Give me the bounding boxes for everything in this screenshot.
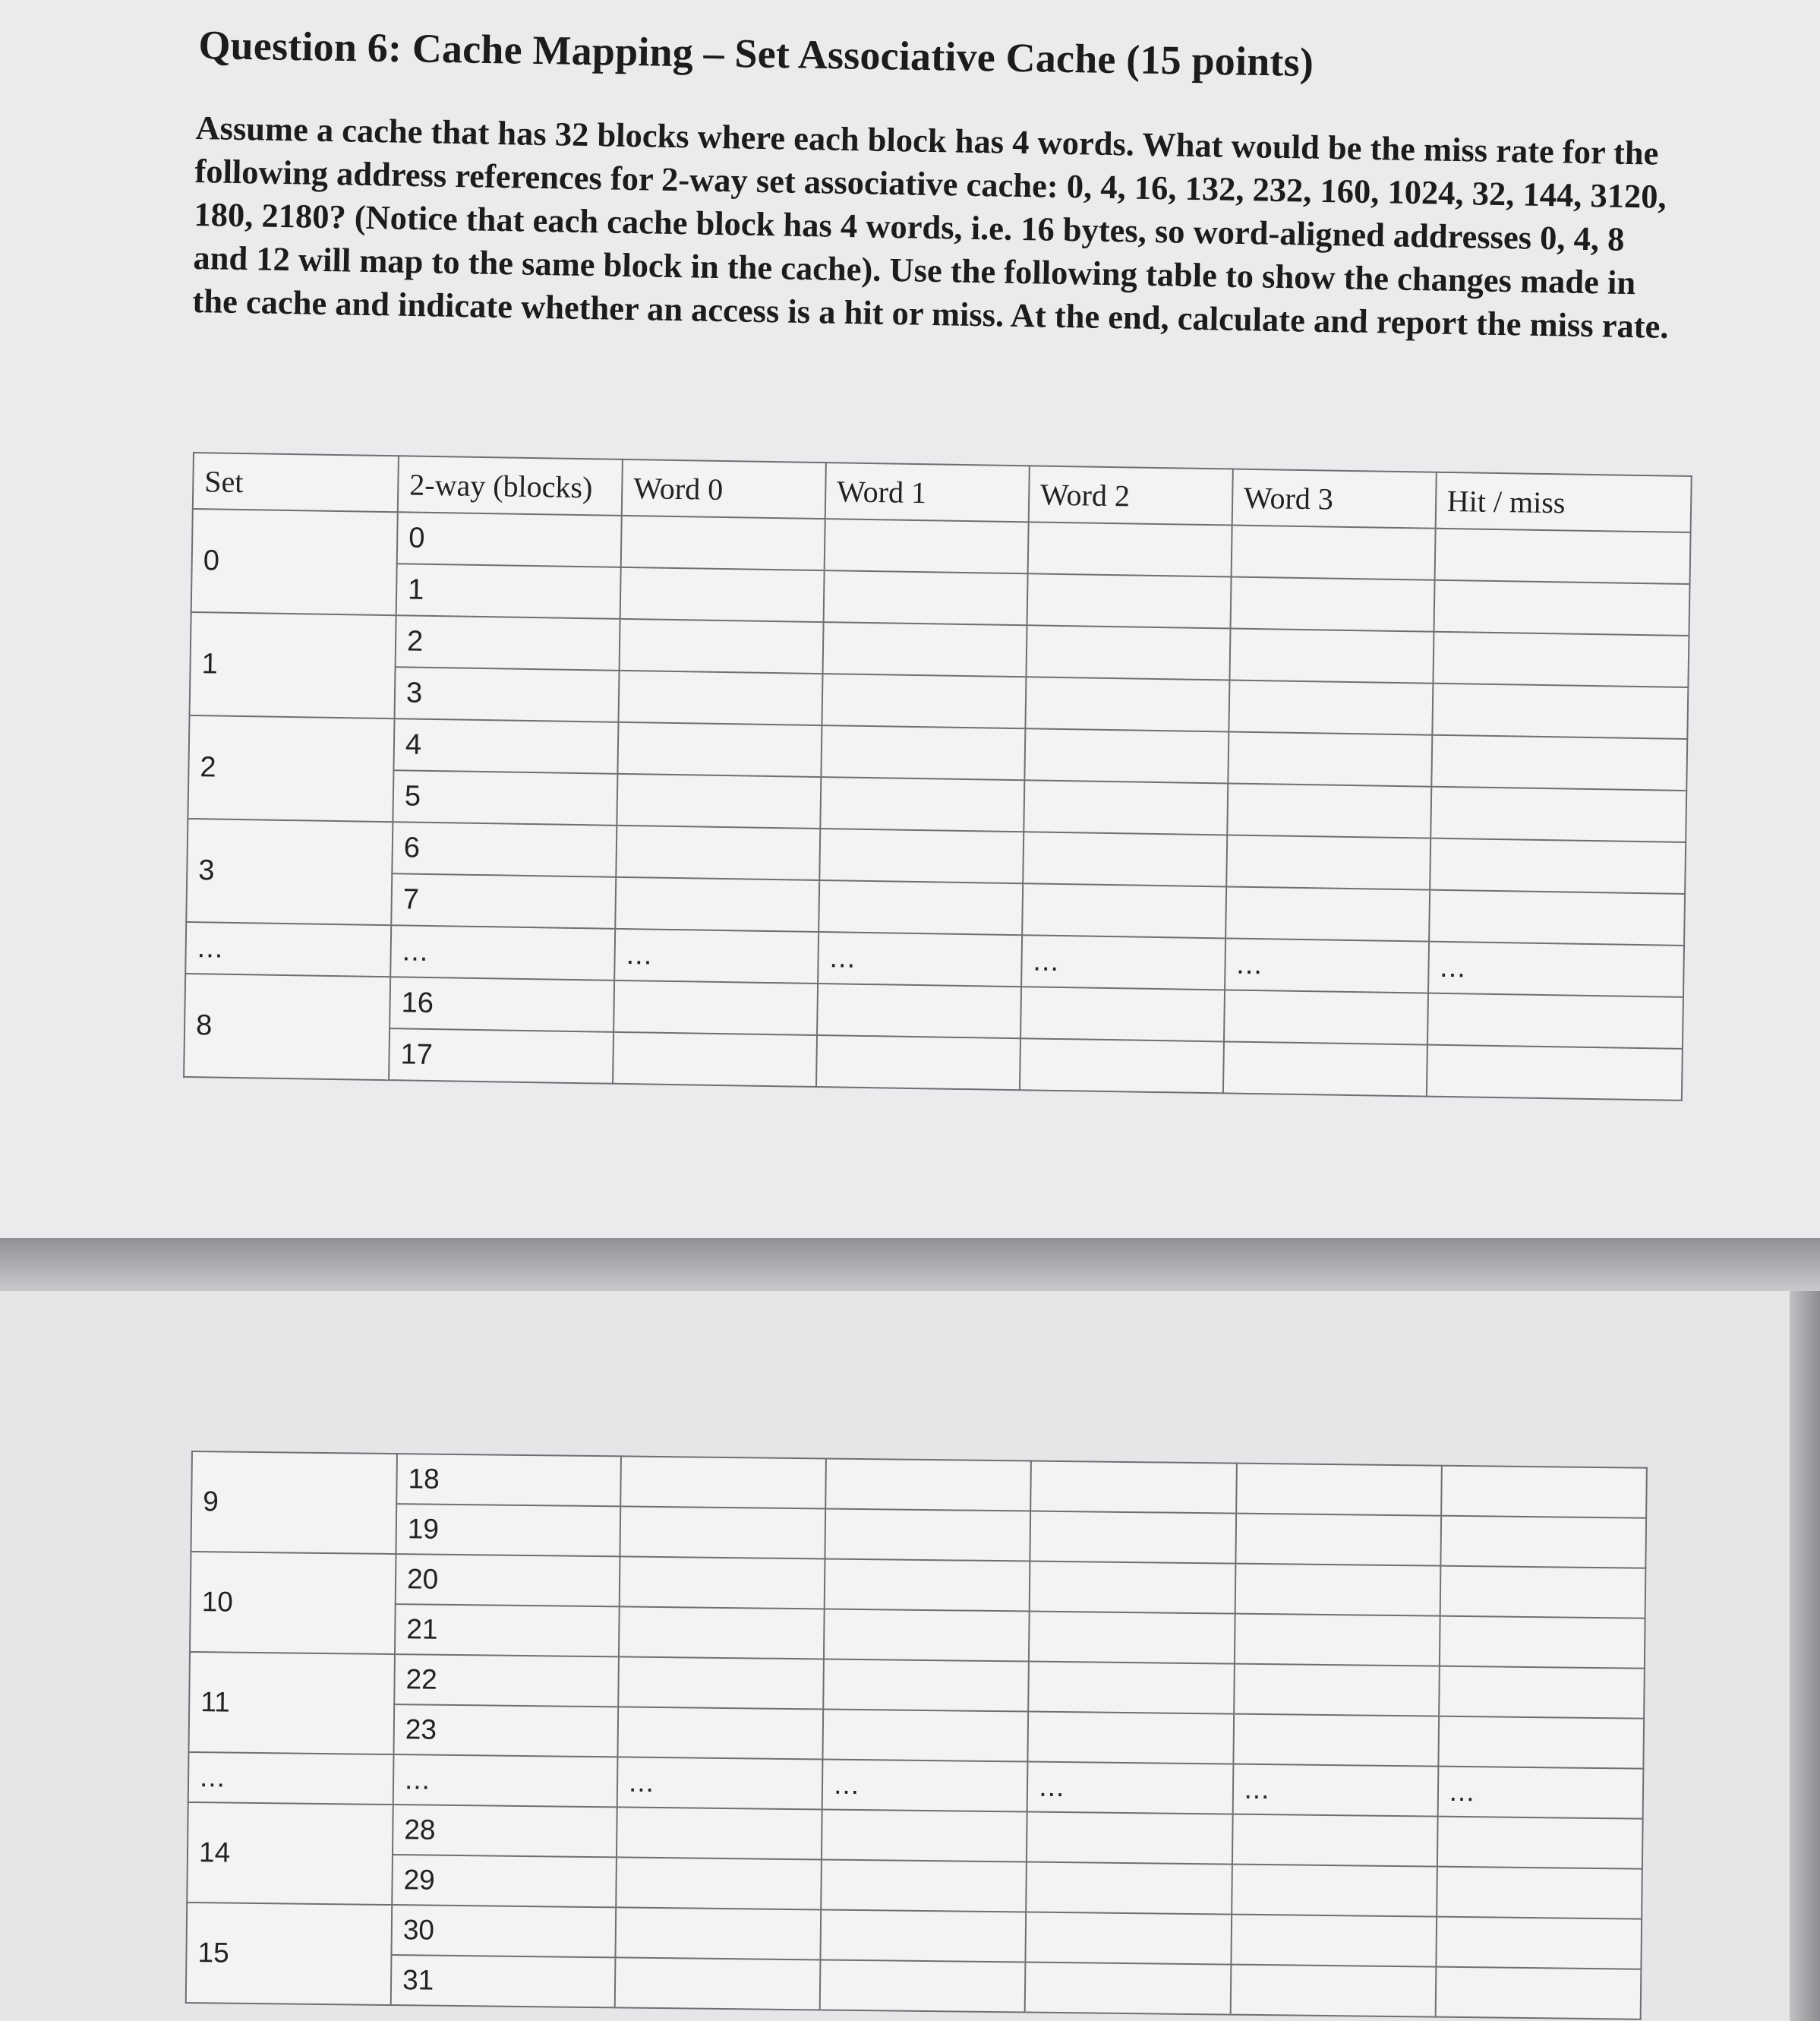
block-label: 18 — [396, 1454, 621, 1506]
word1-cell[interactable] — [825, 1458, 1031, 1511]
word0-cell[interactable] — [617, 774, 821, 829]
word0-cell[interactable] — [619, 1606, 825, 1659]
header-hit-miss: Hit / miss — [1435, 472, 1691, 532]
hit-miss-cell[interactable] — [1438, 1716, 1644, 1769]
word3-cell[interactable] — [1228, 731, 1432, 786]
hit-miss-cell[interactable] — [1429, 890, 1685, 946]
word3-cell[interactable] — [1230, 576, 1434, 631]
set-label: 0 — [191, 509, 398, 615]
word3-cell[interactable] — [1232, 1814, 1437, 1867]
ellipsis-word0: ... — [614, 929, 819, 984]
word1-cell[interactable] — [821, 1909, 1027, 1962]
block-label: 6 — [392, 822, 617, 877]
ellipsis-word1: ... — [818, 932, 1022, 987]
word3-cell[interactable] — [1226, 835, 1430, 889]
ellipsis-set: ... — [188, 1752, 394, 1805]
word1-cell[interactable] — [821, 725, 1025, 780]
word3-cell[interactable] — [1235, 1514, 1441, 1566]
ellipsis-blocks: ... — [393, 1754, 618, 1807]
word0-cell[interactable] — [613, 1032, 817, 1087]
word0-cell[interactable] — [620, 567, 825, 622]
word2-cell[interactable] — [1026, 625, 1230, 680]
set-label: 2 — [188, 715, 394, 822]
word1-cell[interactable] — [816, 1035, 1020, 1090]
word3-cell[interactable] — [1234, 1614, 1440, 1666]
set-label: 3 — [186, 819, 393, 925]
word3-cell[interactable] — [1234, 1664, 1440, 1716]
ellipsis-set: ... — [185, 922, 391, 977]
hit-miss-cell[interactable] — [1431, 735, 1687, 791]
word0-cell[interactable] — [615, 1957, 821, 2010]
word1-cell[interactable] — [824, 570, 1028, 625]
block-label: 16 — [390, 977, 614, 1032]
hit-miss-cell[interactable] — [1430, 787, 1686, 842]
word2-cell[interactable] — [1020, 1038, 1224, 1093]
word2-cell[interactable] — [1029, 1662, 1235, 1714]
word3-cell[interactable] — [1232, 1865, 1437, 1917]
hit-miss-cell[interactable] — [1439, 1666, 1645, 1719]
block-label: 23 — [393, 1704, 618, 1757]
hit-miss-cell[interactable] — [1440, 1566, 1645, 1618]
hit-miss-cell[interactable] — [1434, 580, 1689, 636]
word1-cell[interactable] — [822, 1809, 1027, 1862]
header-word3: Word 3 — [1232, 469, 1436, 529]
word1-cell[interactable] — [823, 1659, 1029, 1711]
word3-cell[interactable] — [1229, 628, 1434, 683]
word1-cell[interactable] — [822, 674, 1026, 728]
hit-miss-cell[interactable] — [1437, 1817, 1643, 1869]
hit-miss-cell[interactable] — [1427, 1045, 1683, 1100]
word0-cell[interactable] — [616, 826, 820, 880]
ellipsis-hit-miss: ... — [1428, 942, 1684, 997]
set-label: 9 — [191, 1451, 396, 1554]
word1-cell[interactable] — [825, 1558, 1030, 1611]
word1-cell[interactable] — [821, 1859, 1027, 1912]
header-word2: Word 2 — [1029, 466, 1233, 525]
page-gap-shadow — [0, 1238, 1820, 1291]
hit-miss-cell[interactable] — [1440, 1516, 1646, 1568]
hit-miss-cell[interactable] — [1437, 1867, 1642, 1919]
word0-cell[interactable] — [620, 1556, 825, 1609]
word2-cell[interactable] — [1023, 832, 1227, 886]
hit-miss-cell[interactable] — [1434, 529, 1690, 584]
ellipsis-word2: ... — [1027, 1762, 1233, 1814]
word2-cell[interactable] — [1020, 987, 1225, 1041]
word2-cell[interactable] — [1025, 1963, 1231, 2015]
word1-cell[interactable] — [820, 777, 1024, 832]
word3-cell[interactable] — [1229, 680, 1433, 734]
hit-miss-cell[interactable] — [1430, 838, 1686, 894]
hit-miss-cell[interactable] — [1440, 1616, 1645, 1669]
cache-table-sets-0-8 — [183, 452, 1692, 1101]
word1-cell[interactable] — [823, 1709, 1029, 1761]
word2-cell[interactable] — [1022, 883, 1226, 938]
question-prompt: Assume a cache that has 32 blocks where each block has 4 words. What would be the miss rate for the following address references for 2-way set associative cache: 0, 4, 16, 132, 232, 160, 1024, 32, 144, 3120, 180, 2180? (Notice that each cache block has 4 words, i.e. 16 bytes, so word-aligned addresses 0, 4, 8 and 12 will map to the same block in the cache). Use the following table to show the changes made in the cache and indicate whether an access is a hit or miss. At the end, calculate and report the miss rate. — [192, 108, 1669, 346]
hit-miss-cell[interactable] — [1427, 993, 1683, 1049]
word3-cell[interactable] — [1225, 886, 1430, 941]
word0-cell[interactable] — [614, 981, 818, 1035]
word3-cell[interactable] — [1224, 990, 1428, 1044]
word2-cell[interactable] — [1030, 1511, 1236, 1564]
ellipsis-word3: ... — [1225, 938, 1429, 993]
hit-miss-cell[interactable] — [1435, 1967, 1641, 2019]
word1-cell[interactable] — [819, 880, 1023, 935]
block-label: 2 — [396, 615, 620, 671]
set-label: 14 — [187, 1802, 393, 1905]
block-label: 4 — [393, 718, 618, 774]
set-label: 15 — [186, 1903, 392, 2005]
word3-cell[interactable] — [1231, 1915, 1437, 1967]
block-label: 30 — [391, 1905, 616, 1957]
word1-cell[interactable] — [824, 1609, 1030, 1661]
block-label: 28 — [393, 1805, 617, 1857]
word0-cell[interactable] — [620, 1506, 825, 1558]
ellipsis-word1: ... — [822, 1759, 1028, 1811]
hit-miss-cell[interactable] — [1441, 1466, 1647, 1518]
block-label: 20 — [396, 1554, 620, 1606]
word0-cell[interactable] — [620, 619, 824, 674]
word2-cell[interactable] — [1027, 1862, 1232, 1915]
word3-cell[interactable] — [1235, 1564, 1440, 1616]
header-blocks: 2-way (blocks) — [398, 456, 623, 516]
word1-cell[interactable] — [820, 1959, 1026, 2012]
word2-cell[interactable] — [1027, 1812, 1232, 1865]
word0-cell[interactable] — [615, 877, 819, 932]
block-label: 29 — [392, 1855, 617, 1907]
block-label: 19 — [396, 1504, 620, 1556]
word0-cell[interactable] — [617, 1707, 823, 1759]
word2-cell[interactable] — [1029, 1612, 1235, 1664]
page-edge-shadow — [1790, 1291, 1820, 2021]
block-label: 21 — [395, 1604, 620, 1656]
set-label: 11 — [188, 1652, 394, 1754]
ellipsis-word3: ... — [1232, 1764, 1438, 1817]
word3-cell[interactable] — [1231, 526, 1435, 580]
word0-cell[interactable] — [616, 1857, 822, 1909]
block-label: 22 — [394, 1654, 619, 1707]
header-word1: Word 1 — [825, 463, 1030, 522]
set-label: 10 — [190, 1552, 396, 1654]
block-label: 1 — [396, 564, 621, 619]
cache-table-sets-9-15 — [185, 1451, 1648, 2020]
hit-miss-cell[interactable] — [1433, 632, 1689, 687]
word0-cell[interactable] — [617, 1807, 822, 1859]
word2-cell[interactable] — [1024, 728, 1229, 783]
word1-cell[interactable] — [825, 1508, 1031, 1561]
ellipsis-hit-miss: ... — [1437, 1767, 1643, 1819]
word1-cell[interactable] — [819, 829, 1024, 883]
word3-cell[interactable] — [1223, 1041, 1427, 1096]
word0-cell[interactable] — [618, 671, 822, 725]
word1-cell[interactable] — [825, 519, 1029, 573]
word3-cell[interactable] — [1236, 1464, 1442, 1516]
block-label: 3 — [395, 667, 620, 722]
set-label: 1 — [190, 612, 396, 718]
header-set: Set — [193, 453, 399, 512]
question-title: Question 6: Cache Mapping – Set Associative Cache (15 points) — [198, 21, 1314, 86]
word1-cell[interactable] — [817, 984, 1021, 1038]
word0-cell[interactable] — [615, 1907, 821, 1959]
block-label: 31 — [391, 1955, 616, 2007]
word0-cell[interactable] — [617, 722, 822, 777]
word3-cell[interactable] — [1233, 1714, 1439, 1767]
word2-cell[interactable] — [1028, 1712, 1234, 1764]
word0-cell[interactable] — [620, 1456, 826, 1508]
ellipsis-word0: ... — [617, 1757, 823, 1809]
block-label: 7 — [391, 873, 616, 929]
block-label: 17 — [389, 1028, 614, 1084]
word2-cell[interactable] — [1027, 522, 1232, 576]
word2-cell[interactable] — [1030, 1562, 1235, 1614]
hit-miss-cell[interactable] — [1432, 684, 1688, 739]
word1-cell[interactable] — [822, 622, 1027, 677]
word2-cell[interactable] — [1031, 1461, 1237, 1514]
word2-cell[interactable] — [1027, 573, 1231, 628]
word2-cell[interactable] — [1026, 1912, 1232, 1965]
word2-cell[interactable] — [1025, 677, 1229, 731]
set-label: 8 — [184, 974, 390, 1080]
block-label: 0 — [397, 512, 622, 567]
word2-cell[interactable] — [1024, 780, 1228, 835]
hit-miss-cell[interactable] — [1436, 1917, 1642, 1969]
word0-cell[interactable] — [618, 1656, 824, 1709]
word0-cell[interactable] — [621, 516, 825, 570]
word3-cell[interactable] — [1230, 1965, 1436, 2017]
block-label: 5 — [393, 770, 617, 826]
ellipsis-word2: ... — [1021, 935, 1225, 990]
header-word0: Word 0 — [622, 459, 826, 519]
ellipsis-blocks: ... — [390, 925, 615, 981]
word3-cell[interactable] — [1227, 783, 1431, 838]
